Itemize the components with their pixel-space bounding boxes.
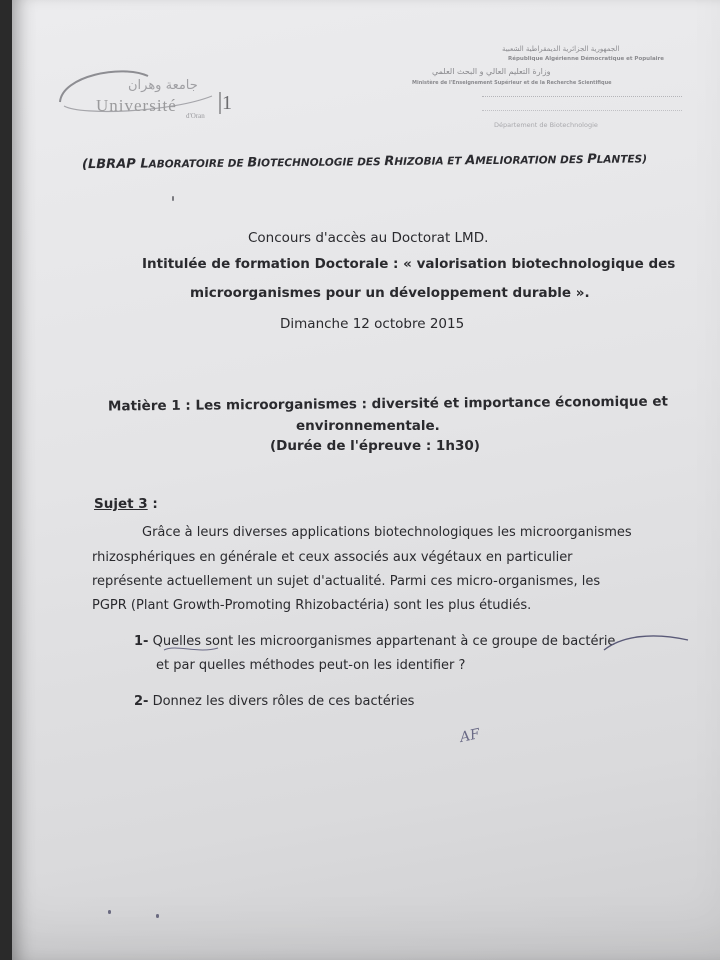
paragraph-line: rhizosphériques en générale et ceux associés aux végétaux en particulier	[92, 550, 573, 565]
question-number: 2-	[134, 694, 149, 709]
question-2	[134, 694, 414, 709]
ink-dot	[156, 914, 159, 918]
matiere-line2: environnementale.	[296, 418, 440, 434]
formation-title-line1: Intitulée de formation Doctorale : « valorisation biotechnologique des	[142, 256, 676, 272]
question-text: Donnez les divers rôles de ces bactéries	[152, 694, 415, 709]
matiere-line1: Matière 1 : Les microorganismes : diversité et importance économique et	[107, 393, 668, 415]
handwritten-initials: AF	[458, 726, 482, 746]
ink-dot	[172, 196, 174, 201]
exam-paper	[12, 0, 720, 960]
paragraph-line: Grâce à leurs diverses applications biotechnologiques les microorganismes	[142, 525, 632, 540]
header-line-arabic-republic: الجمهورية الجزائرية الديمقراطية الشعبية	[502, 45, 620, 53]
question-number: 1-	[134, 634, 149, 649]
logo-university-number: 1	[222, 92, 232, 114]
header-dotted-line	[482, 96, 682, 98]
exam-date: Dimanche 12 octobre 2015	[280, 316, 465, 332]
pen-stroke-mark	[162, 640, 222, 656]
sujet-title: Sujet 3	[94, 496, 148, 512]
sujet-heading: Sujet 3 :	[94, 496, 158, 512]
pen-stroke-mark	[602, 630, 692, 660]
logo-city: d'Oran	[186, 112, 205, 120]
official-header	[412, 44, 712, 134]
header-line-ministry: Ministère de l'Enseignement Supérieur et de la Recherche Scientifique	[412, 80, 612, 86]
formation-title-line2: microorganismes pour un développement durable ».	[190, 285, 590, 301]
logo-university-name: Université	[96, 96, 177, 115]
laboratory-heading: (LBRAP LABORATOIRE DE BIOTECHNOLOGIE DES RHIZOBIA ET AMELIORATION DES PLANTES)	[81, 151, 648, 173]
university-logo	[52, 66, 252, 132]
header-line-republic: République Algérienne Démocratique et Populaire	[508, 56, 664, 62]
exam-title: Concours d'accès au Doctorat LMD.	[248, 230, 489, 246]
header-line-department: Département de Biotechnologie	[494, 121, 598, 129]
header-dotted-line	[482, 110, 682, 112]
ink-dot	[108, 910, 111, 914]
exam-duration: (Durée de l'épreuve : 1h30)	[270, 438, 480, 454]
header-line-arabic-ministry: وزارة التعليم العالي و البحث العلمي	[432, 67, 551, 76]
logo-arabic-text: جامعة وهران	[128, 78, 198, 93]
paragraph-line: PGPR (Plant Growth-Promoting Rhizobactéria) sont les plus étudiés.	[92, 598, 532, 613]
question-1-line2: et par quelles méthodes peut-on les identifier ?	[156, 658, 466, 673]
question-text: Quelles sont les microorganismes appartenant à ce groupe de bactérie	[152, 634, 616, 649]
paragraph-line: représente actuellement un sujet d'actualité. Parmi ces micro-organismes, les	[92, 574, 601, 589]
